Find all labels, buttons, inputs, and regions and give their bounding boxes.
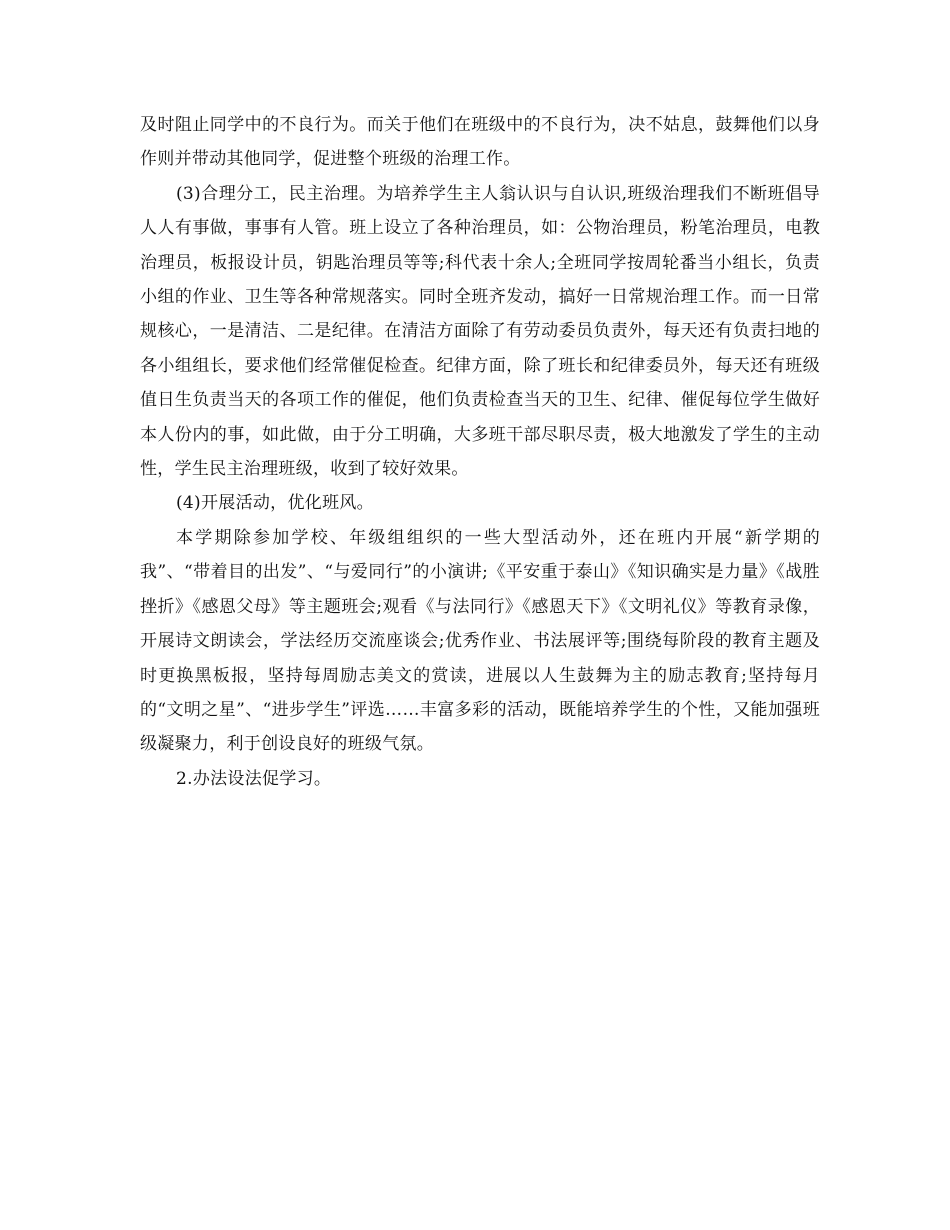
paragraph-3: (4)开展活动，优化班风。 [176, 493, 374, 514]
paragraph-4: 本学期除参加学校、年级组组织的一些大型活动外，还在班内开展“新学期的我”、“带着目的出发”、“与爱同行”的小演讲;《平安重于泰山》《知识确实是力量》《战胜挫折》《感恩父母》等主题班会;观看《与法同行》《感恩天下》《文明礼仪》等教育录像，开展诗文朗读会，学法经历交流座谈会;优秀作业、书法展评等;围绕每阶段的教育主题及时更换黑板报，坚持每周励志美文的赏读，进展以人生鼓舞为主的励志教育;坚持每月的“文明之星”、“进步学生”评选……丰富多彩的活动，既能培养学生的个性，又能加强班级凝聚力，利于创设良好的班级气氛。 [140, 527, 820, 755]
document-page [140, 108, 820, 796]
paragraph-1: 及时阻止同学中的不良行为。而关于他们在班级中的不良行为，决不姑息，鼓舞他们以身作则并带动其他同学，促进整个班级的治理工作。 [140, 115, 820, 170]
paragraph-2: (3)合理分工，民主治理。为培养学生主人翁认识与自认识,班级治理我们不断班倡导人人有事做，事事有人管。班上设立了各种治理员，如：公物治理员，粉笔治理员，电教治理员，板报设计员，钥匙治理员等等;科代表十余人;全班同学按周轮番当小组长，负责小组的作业、卫生等各种常规落实。同时全班齐发动，搞好一日常规治理工作。而一日常规核心，一是清洁、二是纪律。在清洁方面除了有劳动委员负责外，每天还有负责扫地的各小组组长，要求他们经常催促检查。纪律方面，除了班长和纪律委员外，每天还有班级值日生负责当天的各项工作的催促，他们负责检查当天的卫生、纪律、催促每位学生做好本人份内的事，如此做，由于分工明确，大多班干部尽职尽责，极大地激发了学生的主动性，学生民主治理班级，收到了较好效果。 [140, 183, 820, 480]
paragraph-5: 2.办法设法促学习。 [176, 768, 332, 789]
